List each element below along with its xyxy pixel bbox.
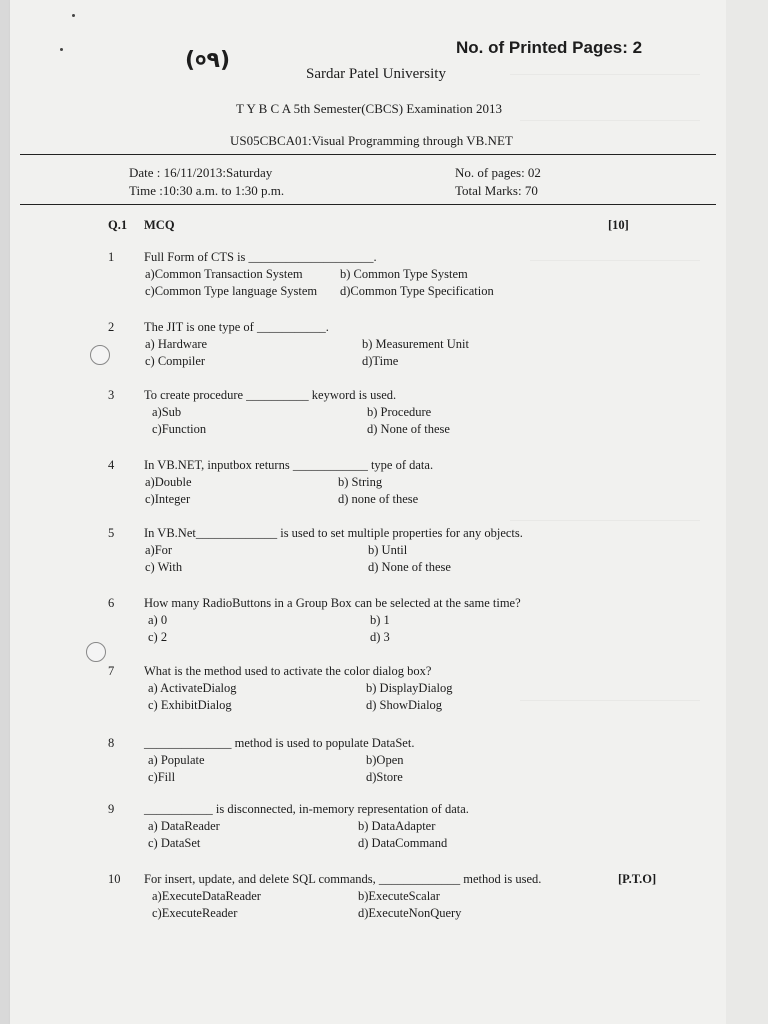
option-c: c) ExhibitDialog [148, 698, 232, 712]
option-b: b) DisplayDialog [366, 681, 453, 695]
question-number: 5 [108, 526, 115, 540]
bleed-through-line [520, 700, 700, 701]
paper-speck [72, 14, 75, 17]
question-text: In VB.Net_____________ is used to set multiple properties for any objects. [144, 526, 523, 540]
option-c: c)Function [152, 422, 207, 436]
option-c: c) Compiler [145, 354, 206, 368]
paper-title: US05CBCA01:Visual Programming through VB.NET [230, 133, 513, 148]
university-name: Sardar Patel University [306, 66, 446, 82]
question-number: 3 [108, 388, 115, 402]
option-b: b) 1 [370, 613, 390, 627]
section-title: MCQ [144, 218, 175, 232]
question-number: 6 [108, 596, 115, 610]
option-d: d) none of these [338, 492, 419, 506]
option-a: a)ExecuteDataReader [152, 889, 261, 903]
question-text: ___________ is disconnected, in-memory representation of data. [144, 802, 469, 816]
question-text: The JIT is one type of ___________. [144, 320, 329, 334]
option-c: c) DataSet [148, 836, 201, 850]
option-d: d) 3 [370, 630, 390, 644]
option-a: a) Populate [148, 753, 205, 767]
option-b: b) DataAdapter [358, 819, 436, 833]
question-number: 8 [108, 736, 115, 750]
option-b: b)Open [366, 753, 404, 767]
question-number: 10 [108, 872, 121, 886]
option-a: a) ActivateDialog [148, 681, 237, 695]
question-number: 9 [108, 802, 115, 816]
option-a: a) Hardware [145, 337, 208, 351]
option-c: c)ExecuteReader [152, 906, 238, 920]
option-d: d) None of these [367, 422, 450, 436]
option-b: b) String [338, 475, 383, 489]
header-top-rule [20, 154, 716, 155]
option-c: c)Fill [148, 770, 176, 784]
option-b: b) Measurement Unit [362, 337, 469, 351]
option-d: d)Time [362, 354, 399, 368]
question-text: In VB.NET, inputbox returns ____________ type of data. [144, 458, 434, 472]
option-b: b) Procedure [367, 405, 432, 419]
option-b: b)ExecuteScalar [358, 889, 440, 903]
question-number: 1 [108, 250, 115, 264]
question-text: Full Form of CTS is ____________________. [144, 250, 377, 264]
number-of-pages: No. of pages: 02 [455, 165, 541, 180]
option-d: d)ExecuteNonQuery [358, 906, 462, 920]
question-text: For insert, update, and delete SQL commands, _____________ method is used. [144, 872, 542, 886]
bleed-through-line [530, 260, 700, 261]
option-b: b) Common Type System [340, 267, 468, 281]
question-number: 4 [108, 458, 115, 472]
option-c: c) 2 [148, 630, 168, 644]
question-text: What is the method used to activate the color dialog box? [144, 664, 432, 678]
printed-pages-note: No. of Printed Pages: 2 [456, 38, 643, 57]
bleed-through-line [510, 520, 700, 521]
section-marks: [10] [608, 218, 629, 232]
option-a: a) 0 [148, 613, 168, 627]
option-c: c)Integer [145, 492, 191, 506]
option-d: d)Common Type Specification [340, 284, 494, 298]
exam-title: T Y B C A 5th Semester(CBCS) Examination 2013 [236, 101, 503, 116]
bleed-through-line [510, 74, 700, 75]
punch-hole [86, 642, 106, 662]
option-a: a)For [145, 543, 173, 557]
option-a: a)Sub [152, 405, 182, 419]
option-a: a) DataReader [148, 819, 220, 833]
option-d: d) ShowDialog [366, 698, 443, 712]
option-c: c) With [145, 560, 183, 574]
bleed-through-line [520, 120, 700, 121]
option-c: c)Common Type language System [145, 284, 318, 298]
option-a: a)Double [145, 475, 192, 489]
punch-hole [90, 345, 110, 365]
exam-date: Date : 16/11/2013:Saturday [129, 165, 273, 180]
question-number: 7 [108, 664, 115, 678]
total-marks: Total Marks: 70 [455, 183, 538, 198]
please-turn-over: [P.T.O] [618, 872, 657, 886]
question-text: To create procedure __________ keyword is used. [144, 388, 397, 402]
header-bottom-rule [20, 204, 716, 205]
option-b: b) Until [368, 543, 408, 557]
exam-paper-sheet [10, 0, 726, 1024]
option-d: d) None of these [368, 560, 451, 574]
question-number: 2 [108, 320, 115, 334]
paper-speck [60, 48, 63, 51]
exam-time: Time :10:30 a.m. to 1:30 p.m. [129, 183, 285, 198]
question-text: How many RadioButtons in a Group Box can be selected at the same time? [144, 596, 521, 610]
option-d: d) DataCommand [358, 836, 448, 850]
question-text: ______________ method is used to populate DataSet. [144, 736, 415, 750]
option-d: d)Store [366, 770, 403, 784]
option-a: a)Common Transaction System [145, 267, 303, 281]
scan-background-strip [726, 0, 768, 1024]
handwritten-code-mark: (०٩) [185, 48, 230, 73]
section-label: Q.1 [108, 218, 128, 232]
